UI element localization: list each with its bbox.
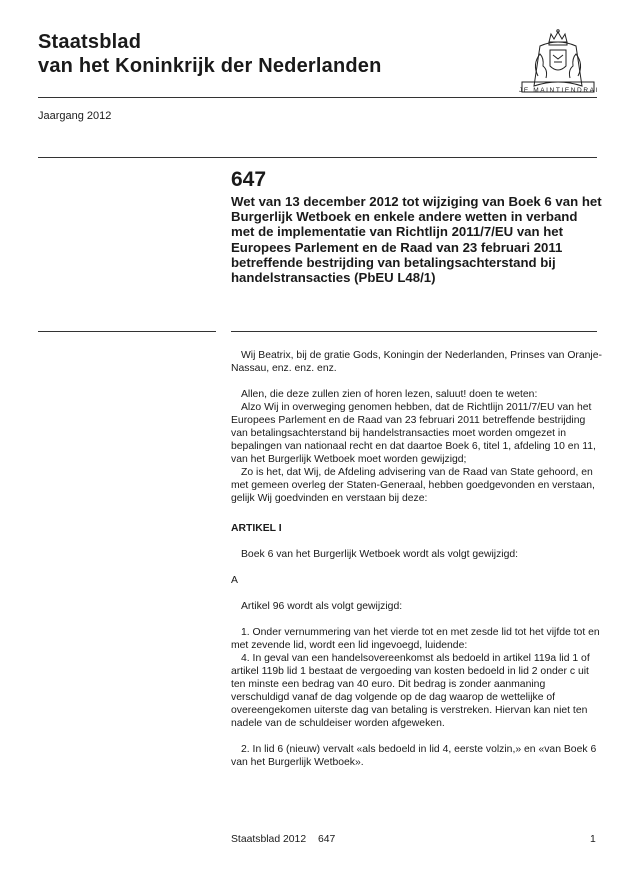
- royal-motto: JE MAINTIENDRAI: [519, 87, 599, 94]
- royal-coat-of-arms-icon: [518, 28, 598, 96]
- amendment-item: 1. Onder vernummering van het vierde tot en met zesde lid tot het vijfde tot en met zevende lid, wordt een lid ingevoegd, luidende:: [231, 626, 600, 651]
- footer-number: 647: [318, 834, 336, 845]
- preamble-paragraph: Wij Beatrix, bij de gratie Gods, Koningin der Nederlanden, Prinses van Oranje-Nassau, enz. enz. enz.: [231, 350, 602, 375]
- masthead-title: [38, 30, 382, 78]
- inserted-paragraph: 4. In geval van een handelsovereenkomst als bedoeld in artikel 119a lid 1 of artikel 119b lid 1 bestaat de vergoeding van kosten bedoeld in lid 2 onder c uit ten minste een bedrag van 40 euro. Dit bedrag is zonder aanmaning verschuldigd vanaf de dag volgende op de dag waarop de wettelijke of overeengekomen uiterste dag van betaling is verstreken. Hiervan kan niet ten nadele van de schuldeiser worden afgeweken.: [231, 652, 590, 730]
- masthead-title-line1: Staatsblad: [38, 31, 142, 53]
- title-top-divider: [38, 157, 597, 158]
- preamble-paragraph: Allen, die deze zullen zien of horen lezen, saluut! doen te weten:: [241, 389, 538, 401]
- law-body: [231, 349, 603, 769]
- footer-publication: Staatsblad 2012: [231, 834, 307, 845]
- change-intro: Artikel 96 wordt als volgt gewijzigd:: [241, 600, 403, 612]
- year-label: Jaargang 2012: [38, 110, 112, 122]
- section-letter: A: [231, 574, 238, 586]
- amendment-item: 2. In lid 6 (nieuw) vervalt «als bedoeld in lid 4, eerste volzin,» en «van Boek 6 van het Burgerlijk Wetboek».: [231, 744, 597, 769]
- preamble-paragraph: Alzo Wij in overweging genomen hebben, dat de Richtlijn 2011/7/EU van het Europees Parlement en de Raad van 23 februari 2011 betreffende bestrijding van betalingsachterstand bij handelstransacties moet worden omgezet in bepalingen van nationaal recht en dat daartoe Boek 6, titel 1, afdeling 10 en 11, van het Burgerlijk Wetboek moet worden gewijzigd;: [231, 402, 596, 466]
- article-intro: Boek 6 van het Burgerlijk Wetboek wordt als volgt gewijzigd:: [241, 548, 519, 560]
- article-heading: ARTIKEL I: [231, 522, 282, 534]
- masthead-divider: [38, 97, 597, 98]
- law-title: Wet van 13 december 2012 tot wijziging van Boek 6 van het Burgerlijk Wetboek en enkele andere wetten in verband met de implementatie van Richtlijn 2011/7/EU van het Europees Parlement en de Raad van 23 februari 2011 betreffende bestrijding van betalingsachterstand bij handelstransacties (PbEU L48/1): [231, 194, 602, 286]
- title-bottom-divider-right: [231, 331, 597, 332]
- masthead-title-line2: van het Koninkrijk der Nederlanden: [38, 55, 382, 77]
- title-bottom-divider-left: [38, 331, 216, 332]
- page-number: 1: [590, 834, 596, 845]
- preamble-paragraph: Zo is het, dat Wij, de Afdeling advisering van de Raad van State gehoord, en met gemeen overleg der Staten-Generaal, hebben goedgevonden en verstaan, gelijk Wij goedvinden en verstaan bij deze:: [231, 467, 595, 505]
- publication-number: 647: [231, 168, 267, 191]
